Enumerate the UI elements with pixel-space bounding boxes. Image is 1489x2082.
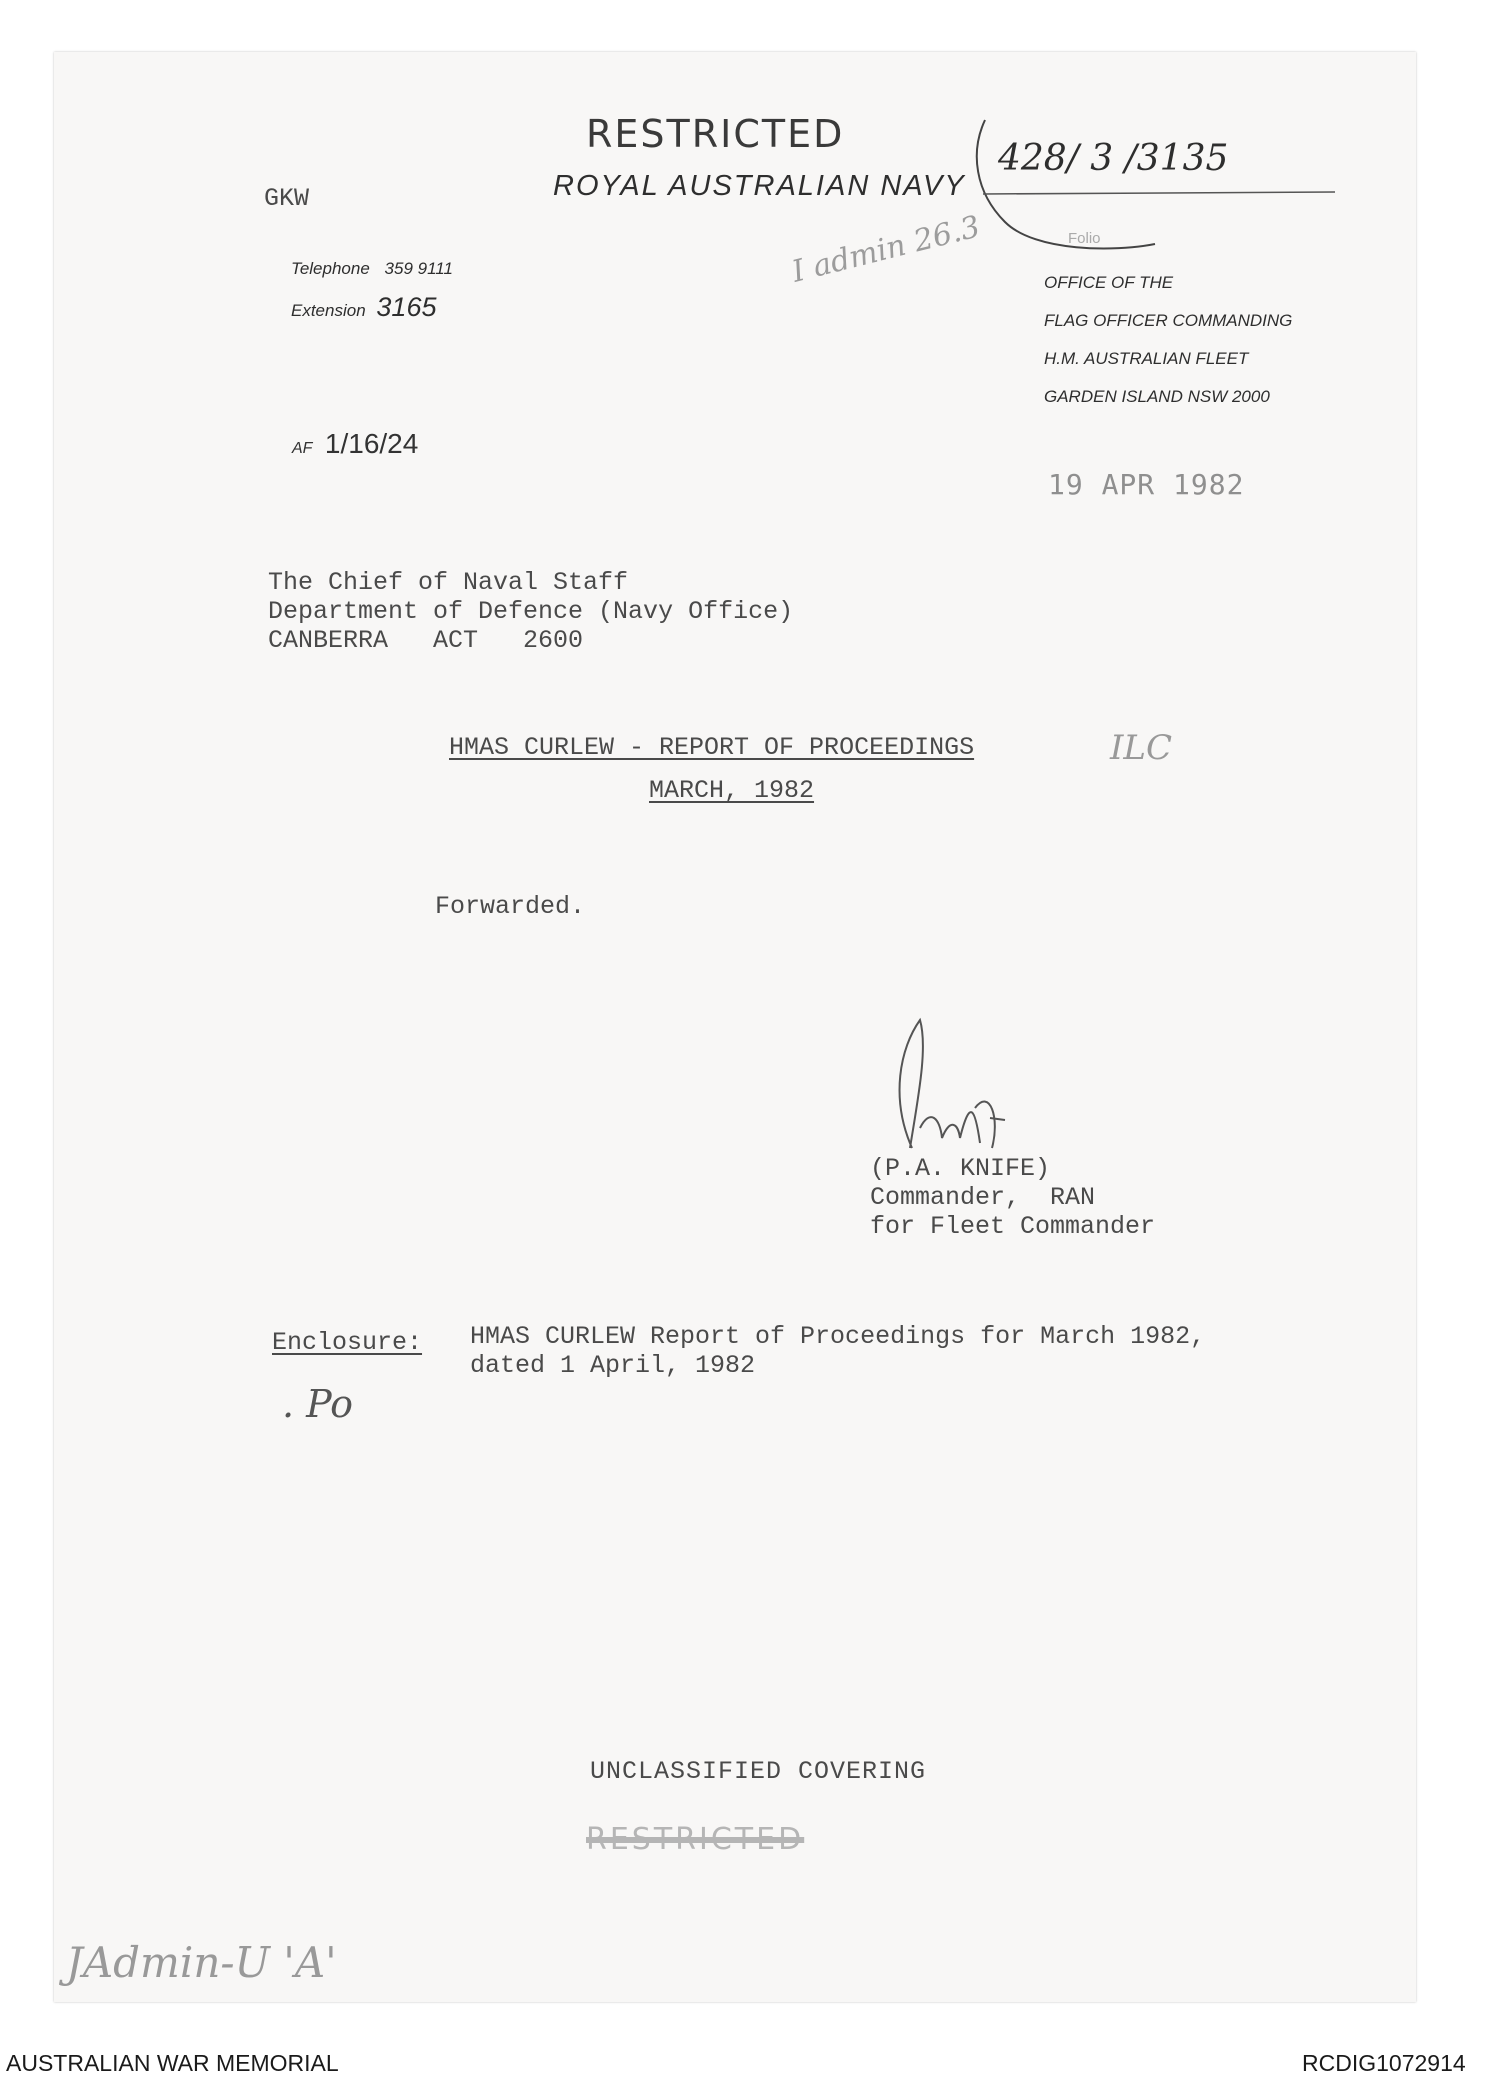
signature-block [870, 1154, 1155, 1241]
handwritten-admin-note: I admin 26.3 [788, 209, 984, 290]
office-line-2: FLAG OFFICER COMMANDING [1044, 311, 1293, 330]
addressee-line-1: The Chief of Naval Staff [268, 568, 629, 597]
subject-line-2: MARCH, 1982 [649, 776, 815, 805]
struck-classification: RESTRICTED [586, 1822, 805, 1857]
extension-label: Extension [291, 301, 366, 320]
reference-label: AF [292, 440, 313, 457]
file-number: 428/ 3 /3135 [998, 138, 1229, 179]
office-line-3: H.M. AUSTRALIAN FLEET [1044, 349, 1249, 368]
enclosure-label: Enclosure: [272, 1328, 423, 1357]
telephone-label: Telephone [291, 259, 370, 278]
extension-number: 3165 [376, 292, 437, 322]
subject-margin-note: ILC [1110, 728, 1173, 768]
sender-initials: GKW [264, 184, 310, 213]
addressee-block [268, 568, 793, 655]
subject-line-1: HMAS CURLEW - REPORT OF PROCEEDINGS [449, 733, 975, 762]
signatory-role: for Fleet Commander [870, 1212, 1156, 1241]
date-stamp: 19 APR 1982 [1048, 468, 1245, 501]
footer-classification: UNCLASSIFIED COVERING [590, 1757, 927, 1786]
office-address [1044, 264, 1292, 416]
addressee-line-3: CANBERRA ACT 2600 [268, 626, 584, 655]
signatory-name: (P.A. KNIFE) [870, 1154, 1051, 1183]
telephone-number: 359 9111 [384, 259, 453, 278]
reference-line [292, 428, 418, 460]
enclosure-line-2: dated 1 April, 1982 [470, 1351, 756, 1380]
body-text: Forwarded. [435, 892, 586, 921]
signature-scribble [880, 1008, 1030, 1158]
archive-footer-right: RCDIG1072914 [1302, 2050, 1466, 2076]
service-name: ROYAL AUSTRALIAN NAVY [553, 170, 966, 202]
extension-line [291, 292, 436, 323]
archive-footer-left: AUSTRALIAN WAR MEMORIAL [6, 2050, 339, 2076]
enclosure-line-1: HMAS CURLEW Report of Proceedings for March 1982, [470, 1322, 1206, 1351]
classification-stamp-top: RESTRICTED [586, 112, 845, 156]
addressee-line-2: Department of Defence (Navy Office) [268, 597, 794, 626]
telephone-line [291, 259, 453, 279]
folio-label: Folio [1068, 230, 1101, 247]
office-line-1: OFFICE OF THE [1044, 273, 1174, 292]
bottom-handwriting: JAdmin-U 'A' [66, 1938, 337, 1987]
enclosure-text [470, 1322, 1205, 1380]
signatory-rank: Commander, RAN [870, 1183, 1096, 1212]
file-number-bracket [965, 112, 1345, 262]
reference-number: 1/16/24 [324, 428, 419, 459]
office-line-4: GARDEN ISLAND NSW 2000 [1044, 387, 1270, 406]
enclosure-margin-note: . Po [282, 1382, 354, 1426]
